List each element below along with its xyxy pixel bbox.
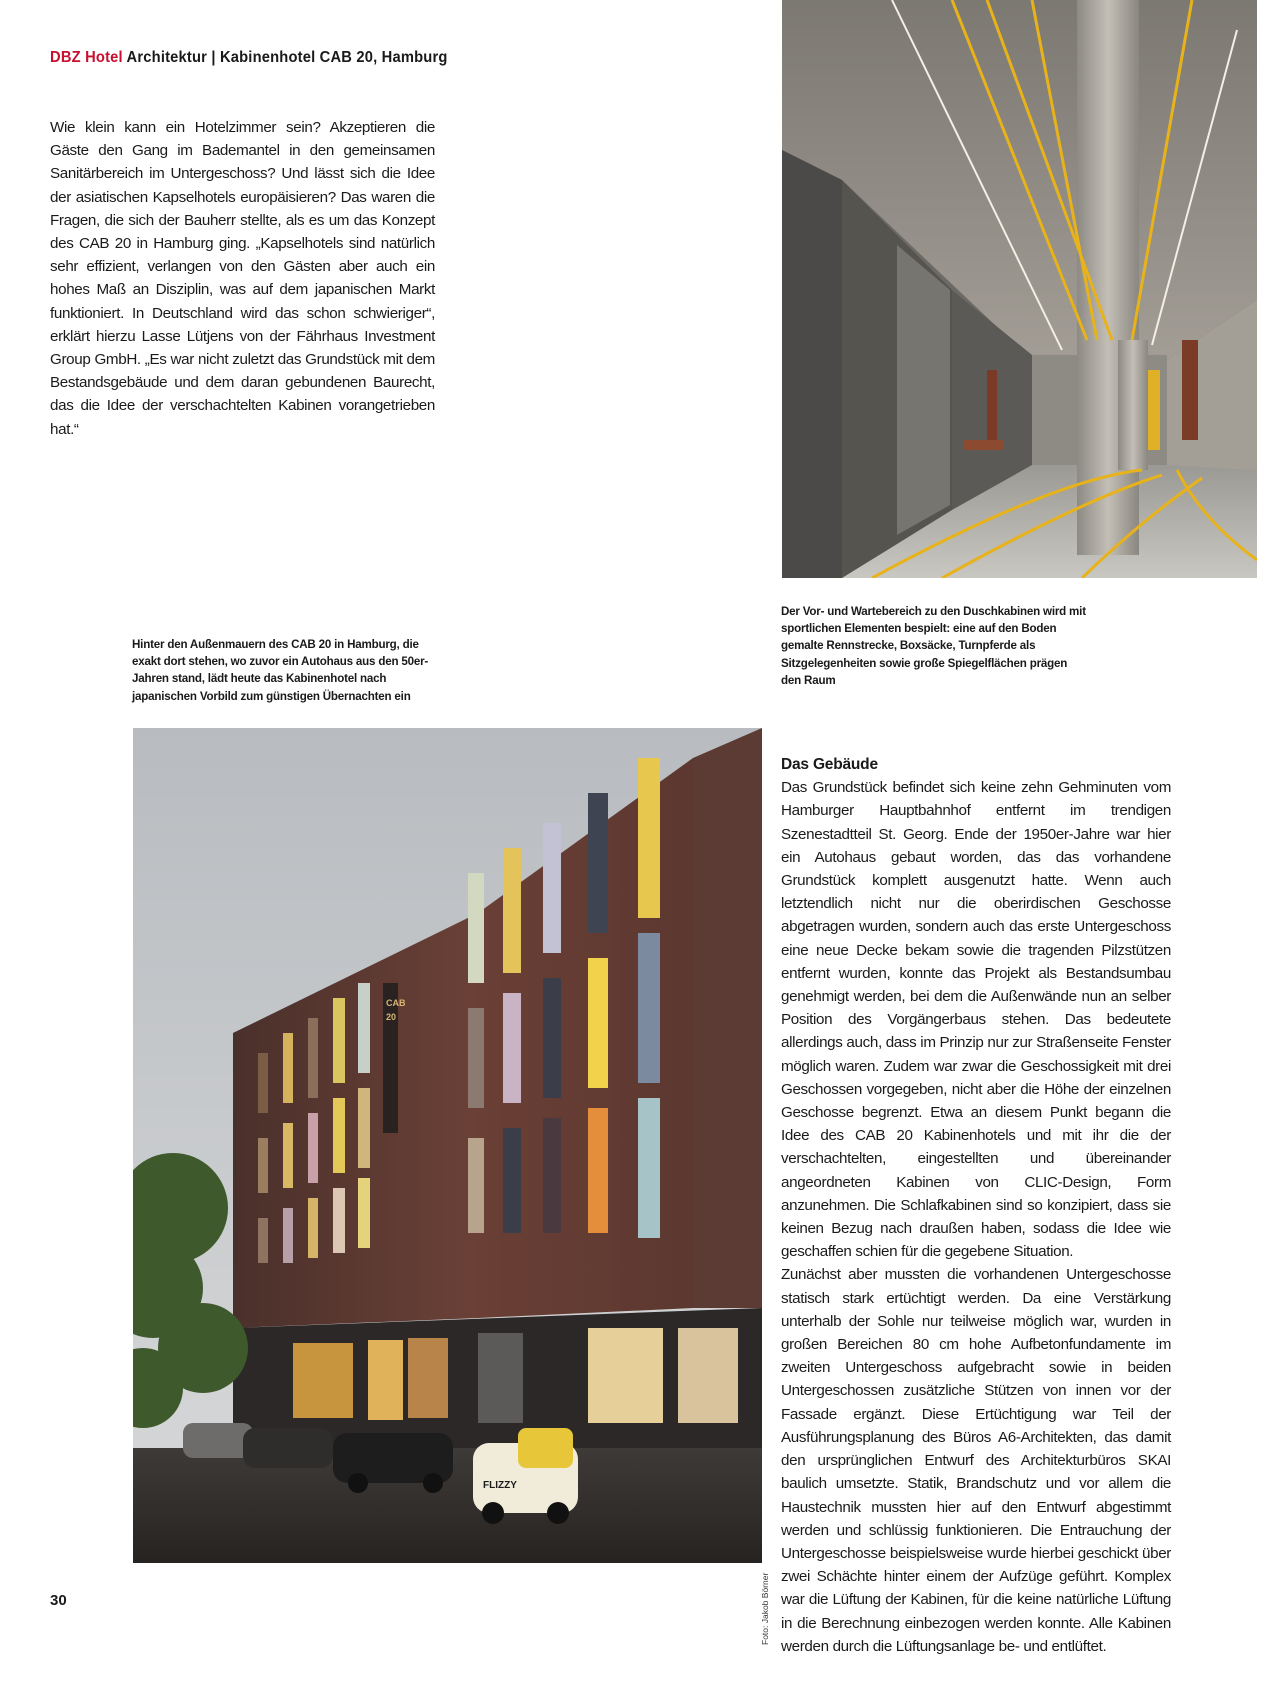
caption-waiting-area: Der Vor- und Wartebereich zu den Duschkabinen wird mit sportlichen Elementen bespielt: eine auf den Boden gemalte Rennstrecke, Boxsäcke, Turnpferde als Sitzgelegenheiten sowie große Spiegelflächen prägen den Raum: [781, 605, 1086, 687]
caption-exterior: Hinter den Außenmauern des CAB 20 in Hamburg, die exakt dort stehen, wo zuvor ein Autohaus aus den 50er-Jahren stand, lädt heute das Kabinenhotel nach japanischen Vorbild zum günstigen Übernachten ein: [132, 638, 429, 703]
header-title: Architektur | Kabinenhotel CAB 20, Hamburg: [126, 49, 448, 66]
sign-number: 20: [386, 1012, 397, 1022]
photo-credit-text: Foto: Jakob Börner: [760, 1572, 770, 1645]
intro-paragraph: Wie klein kann ein Hotelzimmer sein? Akzeptieren die Gäste den Gang im Bademantel in den gemeinsamen Sanitärbereich im Untergeschoss? Und lässt sich die Idee der asiatischen Kapselhotels europäisieren? Das waren die Fragen, die sich der Bauherr stellte, als es um das Konzept des CAB 20 in Hamburg ging. „Kapselhotels sind natürlich sehr effizient, verlangen von den Gästen aber auch ein hohes Maß an Disziplin, was auf dem japanischen Markt funktioniert. In Deutschland wird das schon schwieriger“, erklärt hierzu Lasse Lütjens von der Fährhaus Investment Group GmbH. „Es war nicht zuletzt das Grundstück mit dem Bestandsgebäude und dem daran gebundenen Baurecht, das die Idee der verschachtelten Kabinen vorangetrieben hat.“: [50, 119, 435, 438]
section-paragraph-1: Das Grundstück befindet sich keine zehn Gehminuten vom Hamburger Hauptbahnhof entfernt im trendigen Szenestadtteil St. Georg. Ende der 1950er-Jahre war hier ein Autohaus gebaut worden, das das vorhandene Grundstück komplett ausgenutzt hatte. Wenn auch letztendlich nicht nur die oberirdischen Geschosse abgetragen wurden, sondern auch das erste Untergeschoss eine neue Decke bekam sowie die tragenden Pilzstützen entfernt wurden, konnte das Projekt als Bestandsumbau genehmigt werden, bei dem die Außenwände nun an selber Position des Vorgängerbaus stehen. Das bedeutete allerdings auch, dass im Prinzip nur zur Straßenseite Fenster möglich waren. Zudem war zwar die Geschossigkeit mit drei Geschossen vorgegeben, nicht aber die Höhe der einzelnen Geschosse begrenzt. Etwa an diesem Punkt begann die Idee des CAB 20 Kabinenhotels und mit ihr die der verschachtelten, eingestellten und übereinander angeordneten Kabinen von CLIC-Design, Form anzunehmen. Die Schlafkabinen sind so konzipiert, dass sie keinen Bezug nach draußen haben, sodass die Idee wie geschaffen schien für die gegebene Situation.: [781, 779, 1171, 1261]
section-paragraph-2: Zunächst aber mussten die vorhandenen Untergeschosse statisch stark ertüchtigt werden. Da eine Verstärkung unterhalb der Sohle nur teilweise möglich war, wurden in großen Bereichen 80 cm hohe Aufbetonfundamente im zweiten Untergeschoss aufgebracht sowie in beiden Untergeschossen zusätzliche Stützen von innen vor der Fassade ergänzt. Diese Ertüchtigung war Teil der Ausführungsplanung des Büros A6-Architekten, das damit den ursprünglichen Entwurf des Architekturbüros SKAI baulich umsetzte. Statik, Brandschutz und vor allem die Haustechnik mussten hier auf den Entwurf abgestimmt werden und schlüssig funktionieren. Die Entrauchung der Untergeschosse beispielsweise wurde hierbei geschickt über zwei Schächte hinter einem der Aufzüge geführt. Komplex war die Lüftung der Kabinen, für die keine natürliche Lüftung in die Berechnung einbezogen werden konnte. Alle Kabinen werden durch die Lüftungsanlage be- und entlüftet.: [781, 1266, 1171, 1655]
photo-credit: [757, 1505, 771, 1645]
photo-exterior: [133, 728, 762, 1563]
sign-cab: CAB: [386, 998, 406, 1008]
car-brand-text: FLIZZY: [483, 1480, 517, 1491]
article-section: [781, 753, 1171, 1658]
running-header: [50, 49, 448, 67]
magazine-brand: DBZ Hotel: [50, 49, 123, 66]
page-number: 30: [50, 1592, 67, 1609]
photo-waiting-area: [782, 0, 1257, 578]
section-heading: Das Gebäude: [781, 756, 878, 773]
